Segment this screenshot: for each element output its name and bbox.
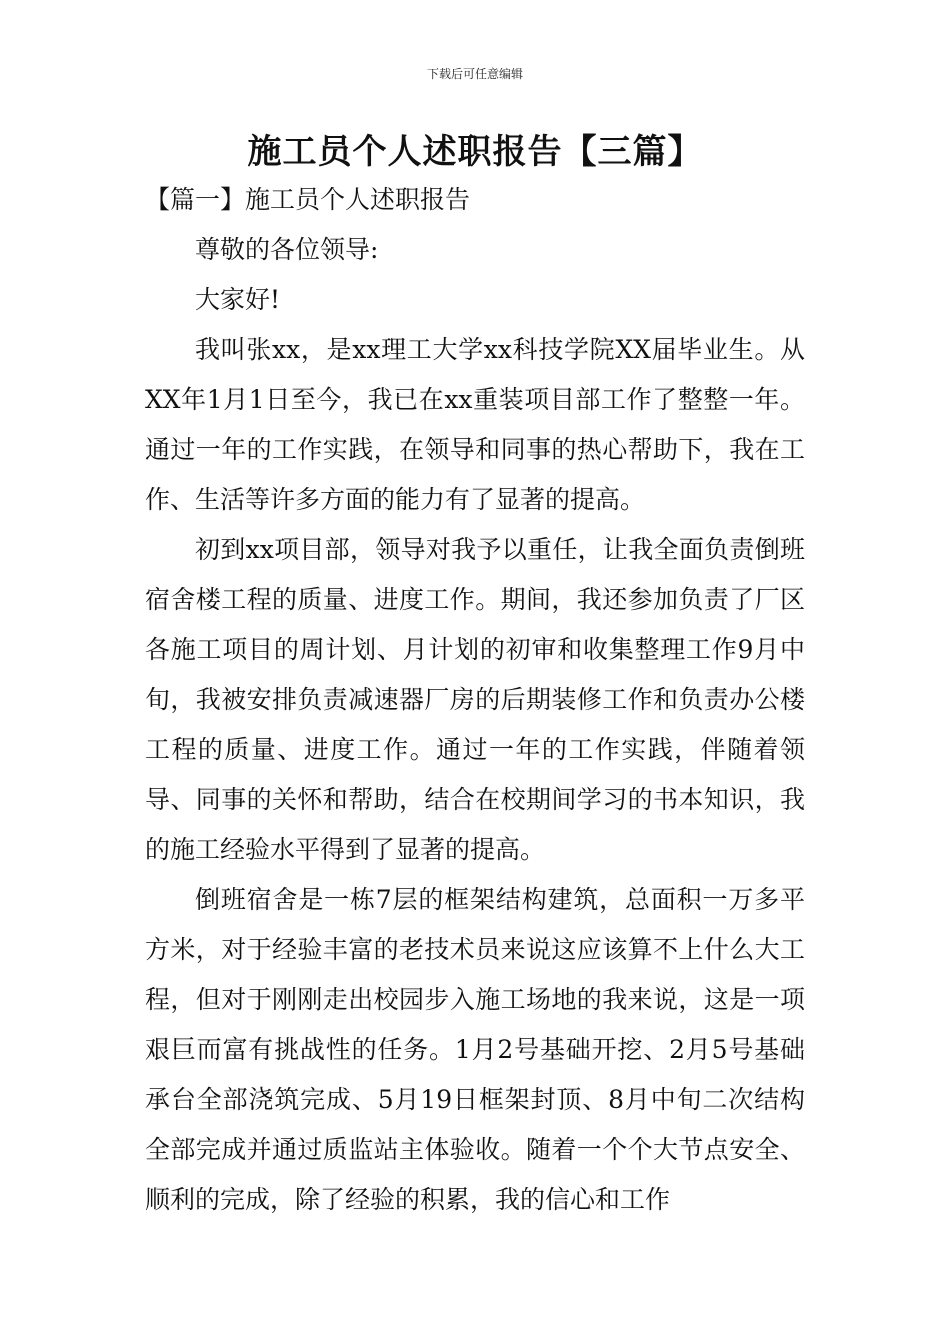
section-heading: 【篇一】施工员个人述职报告: [145, 185, 471, 214]
body-paragraph-2: 初到xx项目部，领导对我予以重任，让我全面负责倒班宿舍楼工程的质量、进度工作。期间，我还参加负责了厂区各施工项目的周计划、月计划的初审和收集整理工作9月中旬，我被安排负责减速器厂房的后期装修工作和负责办公楼工程的质量、进度工作。通过一年的工作实践，伴随着领导、同事的关怀和帮助，结合在校期间学习的书本知识，我的施工经验水平得到了显著的提高。: [145, 535, 805, 864]
body-paragraph-3: 倒班宿舍是一栋7层的框架结构建筑，总面积一万多平方米，对于经验丰富的老技术员来说这应该算不上什么大工程，但对于刚刚走出校园步入施工场地的我来说，这是一项艰巨而富有挑战性的任务。1月2号基础开挖、2月5号基础承台全部浇筑完成、5月19日框架封顶、8月中旬二次结构全部完成并通过质监站主体验收。随着一个个大节点安全、顺利的完成，除了经验的积累，我的信心和工作: [145, 885, 805, 1214]
document-title: 施工员个人述职报告【三篇】: [247, 132, 703, 172]
download-note: 下载后可任意编辑: [426, 67, 523, 81]
salutation: 尊敬的各位领导:: [195, 235, 379, 264]
document-body: [145, 175, 805, 1225]
greeting: 大家好!: [195, 285, 281, 314]
body-paragraph-1: 我叫张xx，是xx理工大学xx科技学院XX届毕业生。从XX年1月1日至今，我已在xx重装项目部工作了整整一年。通过一年的工作实践，在领导和同事的热心帮助下，我在工作、生活等许多方面的能力有了显著的提高。: [145, 335, 805, 514]
